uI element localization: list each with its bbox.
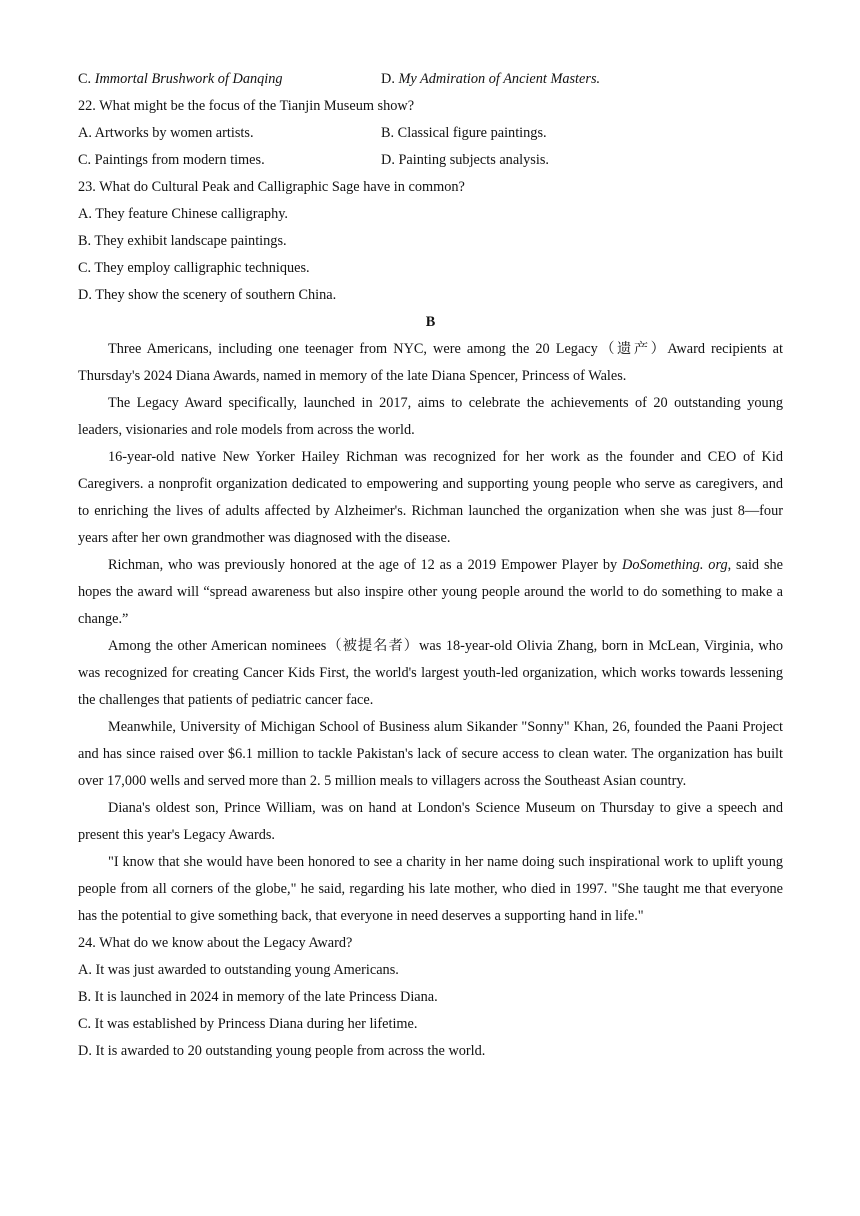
question-22-options-ab [78,120,783,147]
q21-option-c: C. Immortal Brushwork of Danqing [78,71,283,87]
passage-paragraph-5: Among the other American nominees（被提名者）was 18-year-old Olivia Zhang, born in McLean, Virginia, who was recognized for creating Cancer Kids First, the world's largest youth-led organization, which works towards lessening the challenges that patients of pediatric cancer face. [78,638,783,708]
q23-option-c: C. They employ calligraphic techniques. [78,260,310,276]
q24-option-c: C. It was established by Princess Diana during her lifetime. [78,1016,418,1032]
q24-option-a: A. It was just awarded to outstanding young Americans. [78,962,399,978]
question-23-stem: 23. What do Cultural Peak and Calligraphic Sage have in common? [78,179,465,195]
passage-paragraph-3: 16-year-old native New Yorker Hailey Richman was recognized for her work as the founder and CEO of Kid Caregivers. a nonprofit organization dedicated to empowering and supporting young people who serve as caregivers, and to enriching the lives of adults affected by Alzheimer's. Richman launched the organization when she was just 8—four years after her own grandmother was diagnosed with the disease. [78,449,783,546]
q22-option-b: B. Classical figure paintings. [381,125,547,141]
q23-option-d: D. They show the scenery of southern China. [78,287,337,303]
page-content [78,66,783,1065]
q23-option-a: A. They feature Chinese calligraphy. [78,206,289,222]
passage-paragraph-1: Three Americans, including one teenager from NYC, were among the 20 Legacy（遗产）Award recipients at Thursday's 2024 Diana Awards, named in memory of the late Diana Spencer, Princess of Wales. [78,341,783,384]
q22-option-a: A. Artworks by women artists. [78,125,254,141]
website-name: DoSomething. org [622,557,728,573]
passage-paragraph-4: Richman, who was previously honored at the age of 12 as a 2019 Empower Player by DoSomething. org, said she hopes the award will “spread awareness but also inspire other young people around the world to do something to make a change.” [78,557,783,627]
passage-paragraph-2: The Legacy Award specifically, launched in 2017, aims to celebrate the achievements of 20 outstanding young leaders, visionaries and role models from across the world. [78,395,783,438]
section-heading-b: B [425,314,436,330]
q24-option-b: B. It is launched in 2024 in memory of the late Princess Diana. [78,989,438,1005]
passage-paragraph-7: Diana's oldest son, Prince William, was on hand at London's Science Museum on Thursday to give a speech and present this year's Legacy Awards. [78,800,783,843]
question-24-stem: 24. What do we know about the Legacy Award? [78,935,353,951]
q21-option-d-title: My Admiration of Ancient Masters. [398,71,601,87]
q23-option-b: B. They exhibit landscape paintings. [78,233,287,249]
question-22-options-cd [78,147,783,174]
question-22-stem: 22. What might be the focus of the Tianjin Museum show? [78,98,415,114]
q22-option-d: D. Painting subjects analysis. [381,152,549,168]
q24-option-d: D. It is awarded to 20 outstanding young people from across the world. [78,1043,486,1059]
passage-paragraph-6: Meanwhile, University of Michigan School of Business alum Sikander "Sonny" Khan, 26, founded the Paani Project and has since raised over $6.1 million to tackle Pakistan's lack of secure access to clean water. The organization has built over 17,000 wells and served more than 2. 5 million meals to villagers across the Southeast Asian country. [78,719,783,789]
q21-option-d: D. My Admiration of Ancient Masters. [381,71,601,87]
question-21-options-cd [78,66,783,93]
passage-paragraph-8: "I know that she would have been honored to see a charity in her name doing such inspirational work to uplift young people from all corners of the globe," he said, regarding his late mother, who died in 1997. "She taught me that everyone has the potential to give something back, that everyone in need deserves a supporting hand in life." [78,854,783,924]
q21-option-c-title: Immortal Brushwork of Danqing [94,71,283,87]
q22-option-c: C. Paintings from modern times. [78,152,265,168]
